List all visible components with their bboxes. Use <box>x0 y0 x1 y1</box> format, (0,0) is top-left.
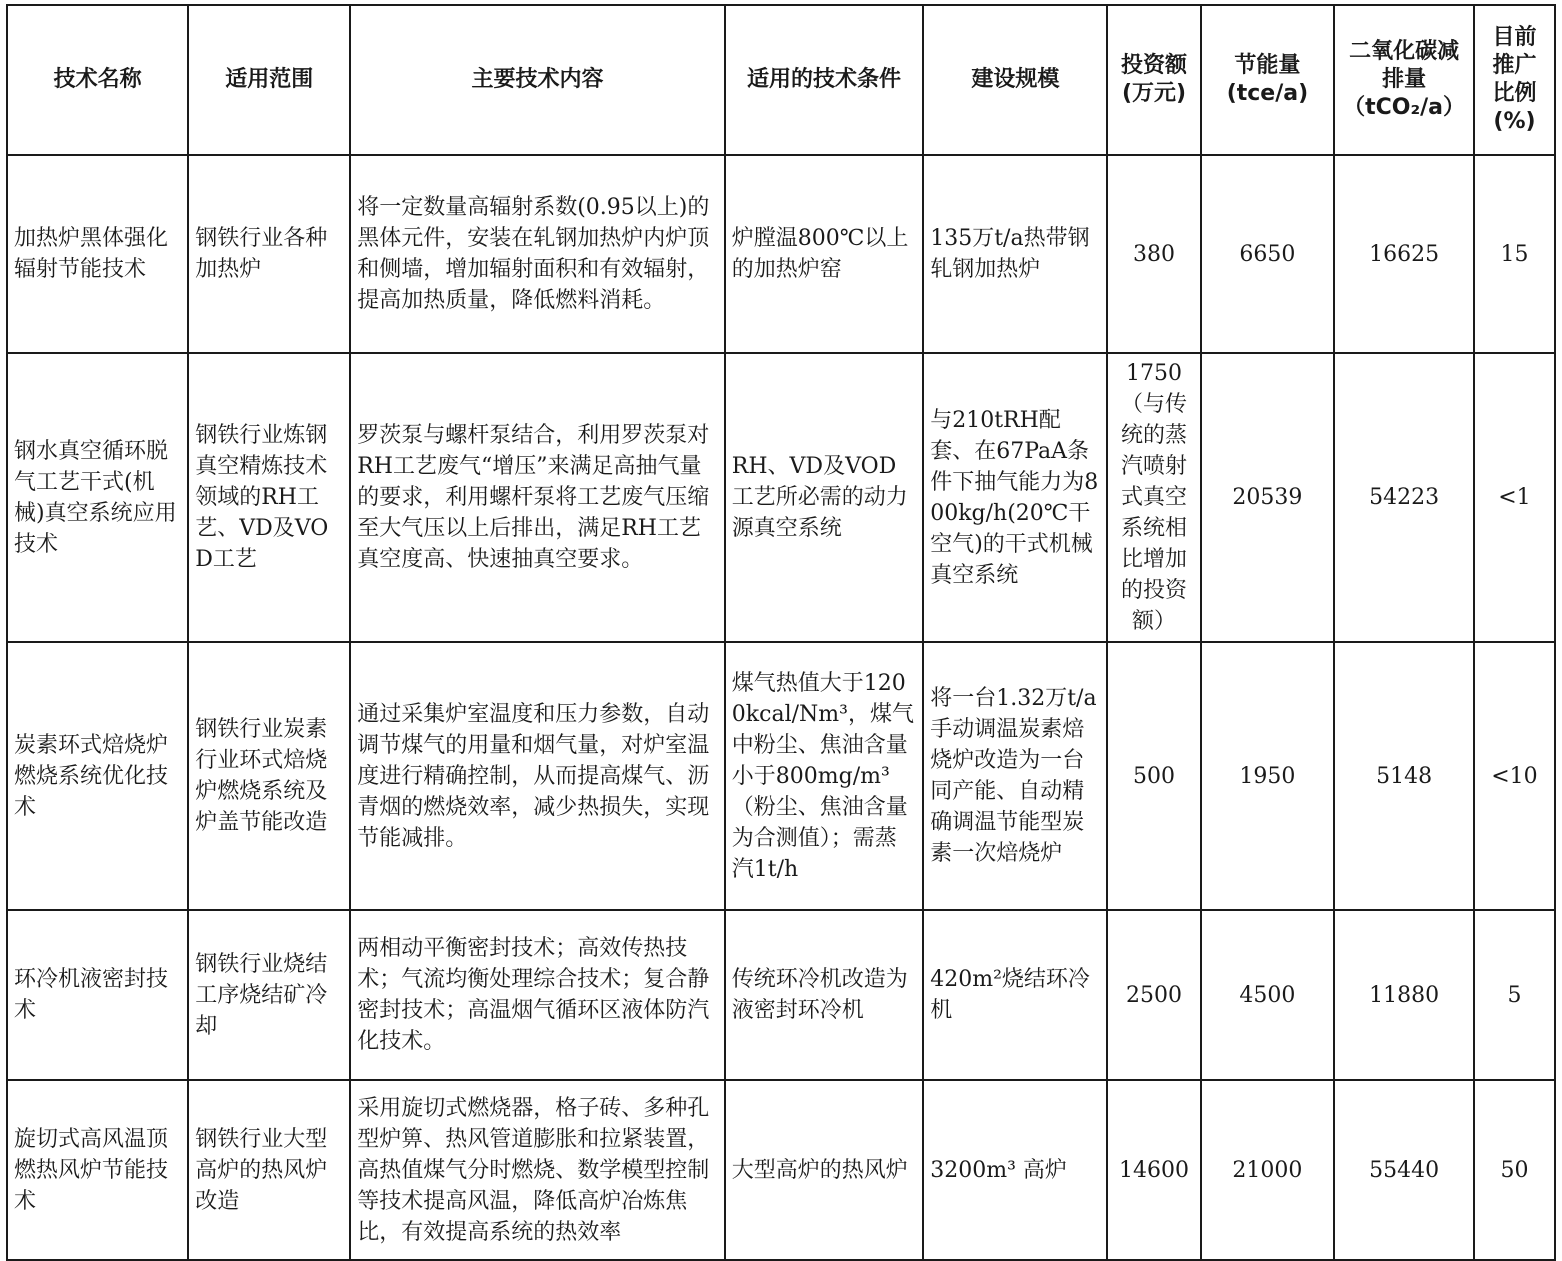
table-row <box>7 353 1555 642</box>
header-co2-line2: 排量 <box>1382 67 1427 92</box>
header-energy-line2: (tce/a) <box>1226 81 1309 106</box>
cell-content: 罗茨泵与螺杆泵结合，利用罗茨泵对RH工艺废气“增压”来满足高抽气量的要求，利用螺杆泵将工艺废气压缩至大气压以上后排出，满足RH工艺真空度高、快速抽真空要求。 <box>350 353 725 642</box>
cell-conditions: 炉膛温800℃以上的加热炉窑 <box>725 155 923 353</box>
cell-co2: 11880 <box>1334 910 1474 1080</box>
header-name: 技术名称 <box>7 5 188 155</box>
header-co2-line1: 二氧化碳减 <box>1349 39 1460 64</box>
cell-scale: 将一台1.32万t/a手动调温炭素焙烧炉改造为一台同产能、自动精确调温节能型炭素一次焙烧炉 <box>923 642 1107 910</box>
technology-table-page <box>6 4 1556 1245</box>
header-conditions: 适用的技术条件 <box>725 5 923 155</box>
cell-conditions: RH、VD及VOD工艺所必需的动力源真空系统 <box>725 353 923 642</box>
cell-name: 环冷机液密封技术 <box>7 910 188 1080</box>
cell-name: 加热炉黑体强化辐射节能技术 <box>7 155 188 353</box>
cell-scope: 钢铁行业大型高炉的热风炉改造 <box>188 1080 350 1260</box>
cell-co2: 55440 <box>1334 1080 1474 1260</box>
cell-energy: 4500 <box>1201 910 1335 1080</box>
header-ratio-line2: 推广 <box>1492 53 1537 78</box>
cell-content: 采用旋切式燃烧器，格子砖、多种孔型炉箅、热风管道膨胀和拉紧装置，高热值煤气分时燃烧、数学模型控制等技术提高风温，降低高炉冶炼焦比，有效提高系统的热效率 <box>350 1080 725 1260</box>
cell-content: 通过采集炉室温度和压力参数，自动调节煤气的用量和烟气量，对炉室温度进行精确控制，从而提高煤气、沥青烟的燃烧效率，减少热损失，实现节能减排。 <box>350 642 725 910</box>
cell-investment: 380 <box>1107 155 1200 353</box>
header-scale: 建设规模 <box>923 5 1107 155</box>
cell-investment: 14600 <box>1107 1080 1200 1260</box>
cell-conditions: 大型高炉的热风炉 <box>725 1080 923 1260</box>
cell-scope: 钢铁行业烧结工序烧结矿冷却 <box>188 910 350 1080</box>
cell-energy: 20539 <box>1201 353 1335 642</box>
cell-name: 旋切式高风温顶燃热风炉节能技术 <box>7 1080 188 1260</box>
table-row <box>7 1080 1555 1260</box>
header-co2 <box>1334 5 1474 155</box>
cell-scale: 420m²烧结环冷机 <box>923 910 1107 1080</box>
header-investment-line2: (万元) <box>1121 81 1187 106</box>
header-ratio-line3: 比例 <box>1492 81 1537 106</box>
cell-scale: 135万t/a热带钢轧钢加热炉 <box>923 155 1107 353</box>
header-ratio <box>1474 5 1555 155</box>
cell-investment: 2500 <box>1107 910 1200 1080</box>
header-ratio-line1: 目前 <box>1492 25 1537 50</box>
cell-name: 炭素环式焙烧炉燃烧系统优化技术 <box>7 642 188 910</box>
header-scope: 适用范围 <box>188 5 350 155</box>
cell-ratio: <1 <box>1474 353 1555 642</box>
cell-scope: 钢铁行业各种加热炉 <box>188 155 350 353</box>
cell-investment: 1750（与传统的蒸汽喷射式真空系统相比增加的投资额） <box>1107 353 1200 642</box>
header-co2-line3: （tCO₂/a） <box>1343 95 1466 120</box>
cell-co2: 5148 <box>1334 642 1474 910</box>
cell-name: 钢水真空循环脱气工艺干式(机械)真空系统应用技术 <box>7 353 188 642</box>
cell-content: 两相动平衡密封技术；高效传热技术；气流均衡处理综合技术；复合静密封技术；高温烟气循环区液体防汽化技术。 <box>350 910 725 1080</box>
header-investment-line1: 投资额 <box>1121 53 1188 78</box>
header-energy-line1: 节能量 <box>1234 53 1301 78</box>
table-row <box>7 642 1555 910</box>
cell-ratio: <10 <box>1474 642 1555 910</box>
cell-ratio: 5 <box>1474 910 1555 1080</box>
cell-conditions: 煤气热值大于1200kcal/Nm³，煤气中粉尘、焦油含量小于800mg/m³（粉尘、焦油含量为合测值）；需蒸汽1t/h <box>725 642 923 910</box>
technology-table <box>6 4 1556 1261</box>
cell-scale: 与210tRH配套、在67PaA条件下抽气能力为800kg/h(20℃干空气)的干式机械真空系统 <box>923 353 1107 642</box>
header-content: 主要技术内容 <box>350 5 725 155</box>
cell-conditions: 传统环冷机改造为液密封环冷机 <box>725 910 923 1080</box>
cell-co2: 54223 <box>1334 353 1474 642</box>
cell-ratio: 15 <box>1474 155 1555 353</box>
cell-energy: 21000 <box>1201 1080 1335 1260</box>
cell-scale: 3200m³ 高炉 <box>923 1080 1107 1260</box>
cell-investment: 500 <box>1107 642 1200 910</box>
cell-scope: 钢铁行业炼钢真空精炼技术领域的RH工艺、VD及VOD工艺 <box>188 353 350 642</box>
cell-energy: 1950 <box>1201 642 1335 910</box>
header-energy <box>1201 5 1335 155</box>
cell-co2: 16625 <box>1334 155 1474 353</box>
header-investment <box>1107 5 1200 155</box>
header-row <box>7 5 1555 155</box>
table-row <box>7 155 1555 353</box>
cell-scope: 钢铁行业炭素行业环式焙烧炉燃烧系统及炉盖节能改造 <box>188 642 350 910</box>
cell-energy: 6650 <box>1201 155 1335 353</box>
table-row <box>7 910 1555 1080</box>
cell-ratio: 50 <box>1474 1080 1555 1260</box>
header-ratio-line4: (%) <box>1493 109 1536 134</box>
cell-content: 将一定数量高辐射系数(0.95以上)的黑体元件，安装在轧钢加热炉内炉顶和侧墙，增加辐射面积和有效辐射，提高加热质量，降低燃料消耗。 <box>350 155 725 353</box>
